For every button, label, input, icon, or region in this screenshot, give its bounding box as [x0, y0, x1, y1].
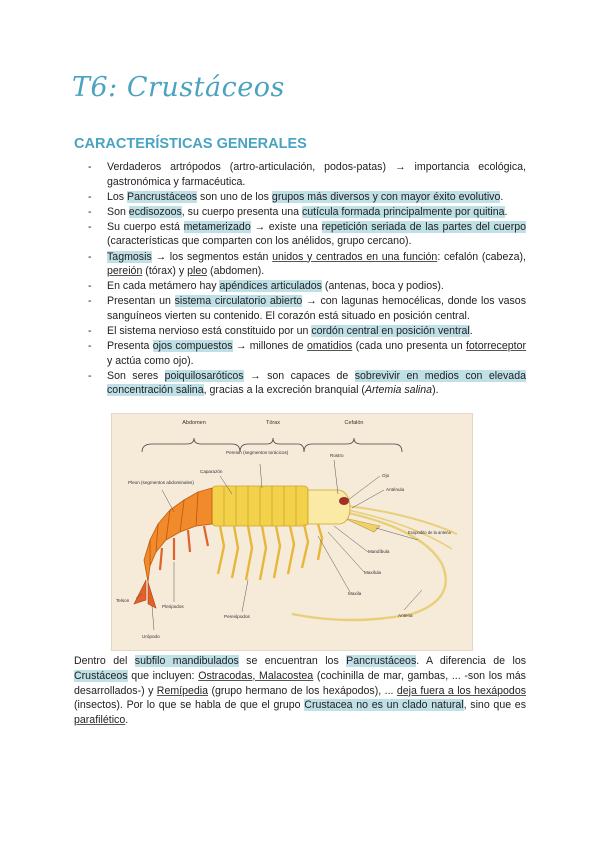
- tagma-label-cefalon: Cefalón: [344, 420, 364, 426]
- label-pereiopodos: Pereiópodos: [224, 614, 250, 619]
- label-caparazon: Caparazón: [200, 469, 223, 474]
- list-item: - Son ecdisozoos, su cuerpo presenta una cutícula formada principalmente por quitina.: [86, 205, 526, 220]
- characteristics-list: [86, 160, 526, 399]
- list-item: - Presenta ojos compuestos → millones de omatidios (cada uno presenta un fotorreceptor y actúa como ojo).: [86, 339, 526, 368]
- page-title: T6: Crustáceos: [72, 72, 285, 103]
- list-item: - Verdaderos artrópodos (artro-articulación, podos-patas) → importancia ecológica, gastronómica y farmacéutica.: [86, 160, 526, 189]
- label-maxila: Maxila: [348, 591, 362, 596]
- list-item: - El sistema nervioso está constituido por un cordón central en posición ventral.: [86, 324, 526, 339]
- label-pereion: Pereion (segmentos torácicos): [226, 450, 289, 455]
- pereiopods-shape: [218, 524, 322, 580]
- list-item: - Los Pancrustáceos son uno de los grupos más diversos y con mayor éxito evolutivo.: [86, 190, 526, 205]
- crustacean-anatomy-figure: [111, 413, 473, 651]
- section-heading: CARACTERÍSTICAS GENERALES: [74, 136, 307, 152]
- label-pleopodos: Pleópodos: [162, 604, 184, 609]
- list-item: - En cada metámero hay apéndices articulados (antenas, boca y podios).: [86, 279, 526, 294]
- label-pleon: Pleon (segmentos abdominales): [128, 480, 194, 485]
- label-maxilula: Maxílula: [364, 570, 382, 575]
- label-uropodo: Urópodo: [142, 634, 160, 639]
- list-item: - Son seres poiquilosaróticos → son capaces de sobrevivir en medios con elevada concentración salina, gracias a la excreción branquial (Artemia salina).: [86, 369, 526, 398]
- label-telson: Telson: [116, 598, 130, 603]
- paragraph: Dentro del subfilo mandibulados se encuentran los Pancrustáceos. A diferencia de los Crustáceos que incluyen: Ostracodas, Malacostea (cochinilla de mar, gambas, ... -son los más desarrollados-) y Remípedia (grupo hermano de los hexápodos), ... deja fuera a los hexápodos (insectos). Por lo que se habla de que el grupo Crustacea no es un clado natural, sino que es parafilético.: [74, 655, 527, 727]
- list-item: - Su cuerpo está metamerizado → existe una repetición seriada de las partes del cuerpo (características que comparten con los anélidos, grupo cercano).: [86, 220, 526, 249]
- crustacean-diagram: [112, 414, 472, 650]
- telson-shape: [134, 580, 146, 604]
- label-antena: Antena: [398, 613, 413, 618]
- label-exopodito: Exopodito de la antena: [408, 530, 451, 535]
- label-ojo: Ojo: [382, 473, 390, 478]
- head-shape: [308, 490, 350, 524]
- eye-shape: [339, 497, 349, 505]
- uropod-shape: [148, 582, 156, 608]
- label-antenula: Anténula: [386, 487, 405, 492]
- label-rostro: Rostro: [330, 453, 344, 458]
- list-item: - Tagmosis → los segmentos están unidos y centrados en una función: cefalón (cabeza), pereión (tórax) y pleo (abdomen).: [86, 250, 526, 279]
- abdomen-shape: [144, 488, 212, 582]
- label-mandibula: Mandíbula: [368, 549, 390, 554]
- tagma-label-torax: Tórax: [265, 420, 281, 426]
- list-item: - Presentan un sistema circulatorio abierto → con lagunas hemocélicas, donde los vasos sanguíneos vierten su contenido. El corazón está situado en posición central.: [86, 294, 526, 323]
- tagma-label-abdomen: Abdomen: [182, 420, 206, 426]
